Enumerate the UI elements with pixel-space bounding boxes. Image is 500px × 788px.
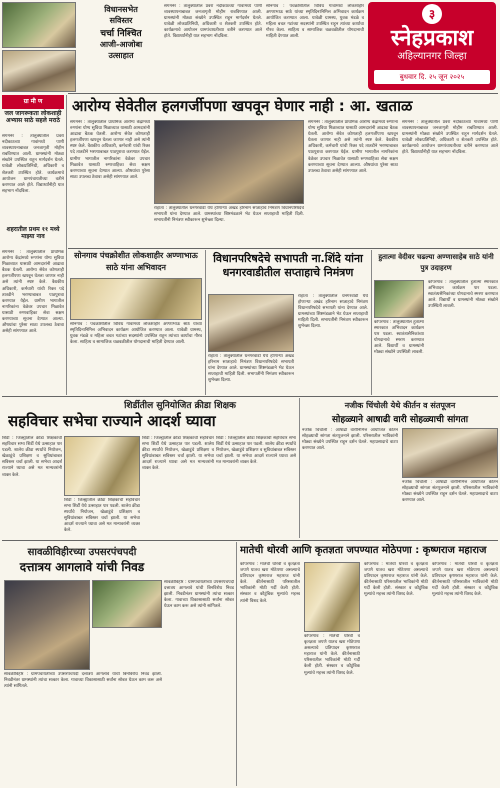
- story4-body-2: कोपरगाव : तालुक्यातील हुतात्मा स्मारकात अभिवादन कार्यक्रम पार पडला. स्वातंत्र्यसैनिकांच्या योगदानाचे स्मरण करण्यात आले. विद्यार्थी व ग्रामस्थांनी मोठ्या संख्येने उपस्थिती लावली.: [374, 320, 424, 356]
- main-body-under-photo: राहाता : तालुक्यातील धनगरवाडी येथे होणाऱ्या अखंड हरिनाम सप्ताहाचे निमंत्रण विधानपरिषदेचे सभापती यांना देण्यात आले. ग्रामस्थांच्या शिष्टमंडळाने भेट घेऊन सप्ताहाची माहिती दिली. सभापतींनी निमंत्रण स्वीकारून शुभेच्छा दिल्या.: [154, 206, 304, 224]
- top-photo-children: [2, 2, 76, 48]
- top-line-5: उत्साहात: [108, 51, 134, 60]
- story8-body-2: कोपरगाव : मातेची थोरवी व कृतज्ञता जपणे यातच खरा मोठेपणा असल्याचे प्रतिपादन कृष्णराज महाराज यांनी केले. कीर्तनासाठी परिसरातील भाविकांनी मोठी गर्दी केली होती. संस्कार व कौटुंबिक मूल्यांचे महत्त्व त्यांनी विशद केले.: [304, 634, 360, 676]
- top-line-1: विधानसभेत: [104, 5, 138, 14]
- story7-photo-1: [4, 580, 90, 670]
- story4-headline: हुतात्मा वेदीवर चढल्या अण्णासाहेब साठे यांनी पुत्र उदाहरण: [378, 253, 494, 272]
- main-photo-meeting: [154, 120, 304, 204]
- main-body-col-1: संगमनेर : तालुक्यातील प्राथमिक आरोग्य केंद्रांमध्ये रुग्णांना योग्य सुविधा मिळाव्यात यासाठी आमदारांनी आढावा बैठक घेतली. आरोग्य सेवेत कोणताही हलगर्जीपणा खपवून घेतला जाणार नाही असे त्यांनी स्पष्ट केले. वैद्यकीय अधिकारी, कर्मचारी यांची रिक्त पदे तातडीने भरण्याबाबत पाठपुरावा करण्यात येईल. ग्रामीण भागातील नागरिकांना वेळेवर उपचार मिळावेत यासाठी रुग्णवाहिका सेवा सक्षम करण्याच्या सूचना देण्यात आल्या. औषधांचा पुरेसा साठा उपलब्ध ठेवावा असेही सांगण्यात आले.: [70, 120, 150, 180]
- story8-body-3: कोपरगाव : मातेची थोरवी व कृतज्ञता जपणे यातच खरा मोठेपणा असल्याचे प्रतिपादन कृष्णराज महाराज यांनी केले. कीर्तनासाठी परिसरातील भाविकांनी मोठी गर्दी केली होती. संस्कार व कौटुंबिक मूल्यांचे महत्त्व त्यांनी विशद केले.: [364, 562, 428, 598]
- story8-body-4: कोपरगाव : मातेची थोरवी व कृतज्ञता जपणे यातच खरा मोठेपणा असल्याचे प्रतिपादन कृष्णराज महाराज यांनी केले. कीर्तनासाठी परिसरातील भाविकांनी मोठी गर्दी केली होती. संस्कार व कौटुंबिक मूल्यांचे महत्त्व त्यांनी विशद केले.: [432, 562, 498, 598]
- top-story-headline: [82, 4, 160, 88]
- story5-photo: [64, 436, 140, 496]
- masthead: [368, 2, 496, 90]
- story8-headline: मातेची थोरवी आणि कृतज्ञता जपण्यात मोठेपणा : कृष्णराज महाराज: [240, 545, 487, 556]
- brand-number: ३: [422, 4, 442, 24]
- story6-body-1: नजीक चिंचोली : आषाढी वारीनिमित्त आयोजित कीर्तन सोहळ्याची सांगता संतपूजनाने झाली. परिसरातील भाविकांनी मोठ्या संख्येने उपस्थित राहून दर्शन घेतले. महाप्रसादाचे वाटप करण्यात आले.: [302, 428, 398, 452]
- top-line-2: सविस्तर: [109, 16, 133, 25]
- story4-body-1: कोपरगाव : तालुक्यातील हुतात्मा स्मारकात अभिवादन कार्यक्रम पार पडला. स्वातंत्र्यसैनिकांच्या योगदानाचे स्मरण करण्यात आले. विद्यार्थी व ग्रामस्थांनी मोठ्या संख्येने उपस्थिती लावली.: [428, 280, 498, 310]
- top-story-body-1: संगमनेर : तालुक्यातील प्रवरा नदीकाठच्या गावांमध्ये पाणी व्यवस्थापनाबाबत जनजागृती मोहीम राबविण्यात आली. ग्रामस्थांनी मोठ्या संख्येने उपस्थित राहून मार्गदर्शन घेतले. यावेळी लोकप्रतिनिधी, अधिकारी व शेतकरी उपस्थित होते. कार्यक्रमाचे आयोजन ग्रामपंचायतीच्या वतीने करण्यात आले होते. विद्यार्थ्यांनीही यात सहभाग नोंदविला.: [164, 4, 262, 40]
- story6-photo: [402, 428, 498, 478]
- story5-kicker: शिर्डीतील सुनियोजित क्रीडा शिक्षक: [124, 401, 236, 411]
- divider-2: [205, 250, 206, 395]
- sidebar-divider: [66, 95, 67, 395]
- story8-photo: [304, 562, 360, 632]
- story7-kicker: सावळीविहीरच्या उपसरपंचपदी: [27, 547, 137, 558]
- rule-3: [2, 396, 498, 397]
- divider-4: [299, 398, 300, 538]
- story5-headline: सहविचार सभेचा राज्याने आदर्श घ्यावा: [8, 412, 216, 430]
- top-photo-group: [2, 50, 76, 92]
- story3-body-1: राहाता : तालुक्यातील धनगरवाडी येथे होणाऱ्या अखंड हरिनाम सप्ताहाचे निमंत्रण विधानपरिषदेचे सभापती यांना देण्यात आले. ग्रामस्थांच्या शिष्टमंडळाने भेट घेऊन सप्ताहाची माहिती दिली. सभापतींनी निमंत्रण स्वीकारून शुभेच्छा दिल्या.: [298, 294, 368, 330]
- story5-body-3: शिर्डी : जिल्ह्यातील क्रीडा शिक्षकांची सहविचार सभा शिर्डी येथे उत्साहात पार पडली. शालेय क्रीडा स्पर्धांचे नियोजन, खेळाडूंचे प्रशिक्षण व सुविधांबाबत सविस्तर चर्चा झाली. या सभेचा आदर्श राज्याने घ्यावा असे मत मान्यवरांनी व्यक्त केले.: [216, 436, 296, 466]
- story3-headline: विधानपरिषदेचे सभापती ना.शिंदे यांना धनगरवाडीतील सप्ताहाचे निमंत्रण: [213, 252, 363, 279]
- story7-body-1: सावळीविहीर : ग्रामपंचायतीच्या उपसरपंचपदी दत्तात्रय आगलावे यांची बिनविरोध निवड झाली. निवडीनंतर ग्रामस्थांनी त्यांचा सत्कार केला. गावाच्या विकासासाठी सर्वांना सोबत घेऊन काम करू असे त्यांनी सांगितले.: [4, 672, 162, 690]
- brand-name: स्नेहप्रकाश: [390, 26, 474, 51]
- top-line-3: चर्चा निश्चित: [100, 29, 142, 39]
- story7-photo-2: [92, 580, 162, 628]
- main-body-col-4: संगमनेर : तालुक्यातील प्रवरा नदीकाठच्या गावांमध्ये पाणी व्यवस्थापनाबाबत जनजागृती मोहीम राबविण्यात आली. ग्रामस्थांनी मोठ्या संख्येने उपस्थित राहून मार्गदर्शन घेतले. यावेळी लोकप्रतिनिधी, अधिकारी व शेतकरी उपस्थित होते. कार्यक्रमाचे आयोजन ग्रामपंचायतीच्या वतीने करण्यात आले होते. विद्यार्थ्यांनीही यात सहभाग नोंदविला.: [402, 120, 498, 156]
- story5-body-1: शिर्डी : जिल्ह्यातील क्रीडा शिक्षकांची सहविचार सभा शिर्डी येथे उत्साहात पार पडली. शालेय क्रीडा स्पर्धांचे नियोजन, खेळाडूंचे प्रशिक्षण व सुविधांबाबत सविस्तर चर्चा झाली. या सभेचा आदर्श राज्याने घ्यावा असे मत मान्यवरांनी व्यक्त केले.: [2, 436, 62, 478]
- story6-headline: सोहळ्याने आषाढी वारी सोहळ्याची सांगता: [331, 415, 469, 425]
- story3-photo: [208, 294, 294, 352]
- story2-body: सोनगाव : पंचक्रोशीतील विविध गावांमध्ये लोकशाहीर अण्णाभाऊ साठे यांच्या स्मृतिदिनानिमित्त अभिवादन कार्यक्रम आयोजित करण्यात आला. यावेळी ग्रामस्थ, युवक मंडळे व महिला बचत गटांच्या सदस्यांनी उपस्थित राहून त्यांच्या कार्याचा गौरव केला. साहित्य व सामाजिक चळवळीतील योगदानाची माहिती देण्यात आली.: [70, 322, 202, 346]
- story5-body-2: शिर्डी : जिल्ह्यातील क्रीडा शिक्षकांची सहविचार सभा शिर्डी येथे उत्साहात पार पडली. शालेय क्रीडा स्पर्धांचे नियोजन, खेळाडूंचे प्रशिक्षण व सुविधांबाबत सविस्तर चर्चा झाली. या सभेचा आदर्श राज्याने घ्यावा असे मत मान्यवरांनी व्यक्त केले.: [142, 436, 214, 472]
- top-rule: [68, 93, 498, 94]
- story8-body-1: कोपरगाव : मातेची थोरवी व कृतज्ञता जपणे यातच खरा मोठेपणा असल्याचे प्रतिपादन कृष्णराज महाराज यांनी केले. कीर्तनासाठी परिसरातील भाविकांनी मोठी गर्दी केली होती. संस्कार व कौटुंबिक मूल्यांचे महत्त्व त्यांनी विशद केले.: [240, 562, 300, 604]
- story2-photo: [70, 278, 202, 320]
- main-body-col-3: संगमनेर : तालुक्यातील प्राथमिक आरोग्य केंद्रांमध्ये रुग्णांना योग्य सुविधा मिळाव्यात यासाठी आमदारांनी आढावा बैठक घेतली. आरोग्य सेवेत कोणताही हलगर्जीपणा खपवून घेतला जाणार नाही असे त्यांनी स्पष्ट केले. वैद्यकीय अधिकारी, कर्मचारी यांची रिक्त पदे तातडीने भरण्याबाबत पाठपुरावा करण्यात येईल. ग्रामीण भागातील नागरिकांना वेळेवर उपचार मिळावेत यासाठी रुग्णवाहिका सेवा सक्षम करण्याच्या सूचना देण्यात आल्या. औषधांचा पुरेसा साठा उपलब्ध ठेवावा असेही सांगण्यात आले.: [308, 120, 398, 174]
- sidebar-headline-2: शहरातील प्रथम ११ मध्ये माझ्या नाव: [6, 226, 60, 240]
- top-line-4: आजी-आजोबा: [99, 40, 143, 49]
- story3-body-2: राहाता : तालुक्यातील धनगरवाडी येथे होणाऱ्या अखंड हरिनाम सप्ताहाचे निमंत्रण विधानपरिषदेचे सभापती यांना देण्यात आले. ग्रामस्थांच्या शिष्टमंडळाने भेट घेऊन सप्ताहाची माहिती दिली. सभापतींनी निमंत्रण स्वीकारून शुभेच्छा दिल्या.: [208, 354, 294, 384]
- story6-kicker: नजीक चिंचोली येथे कीर्तन व संतपूजन: [344, 401, 456, 410]
- top-story-body-2: सोनगाव : पंचक्रोशीतील विविध गावांमध्ये लोकशाहीर अण्णाभाऊ साठे यांच्या स्मृतिदिनानिमित्त अभिवादन कार्यक्रम आयोजित करण्यात आला. यावेळी ग्रामस्थ, युवक मंडळे व महिला बचत गटांच्या सदस्यांनी उपस्थित राहून त्यांच्या कार्याचा गौरव केला. साहित्य व सामाजिक चळवळीतील योगदानाची माहिती देण्यात आली.: [266, 4, 364, 40]
- sidebar-body-2: संगमनेर : तालुक्यातील प्राथमिक आरोग्य केंद्रांमध्ये रुग्णांना योग्य सुविधा मिळाव्यात यासाठी आमदारांनी आढावा बैठक घेतली. आरोग्य सेवेत कोणताही हलगर्जीपणा खपवून घेतला जाणार नाही असे त्यांनी स्पष्ट केले. वैद्यकीय अधिकारी, कर्मचारी यांची रिक्त पदे तातडीने भरण्याबाबत पाठपुरावा करण्यात येईल. ग्रामीण भागातील नागरिकांना वेळेवर उपचार मिळावेत यासाठी रुग्णवाहिका सेवा सक्षम करण्याच्या सूचना देण्यात आल्या. औषधांचा पुरेसा साठा उपलब्ध ठेवावा असेही सांगण्यात आले.: [2, 250, 64, 335]
- story2-headline: सोनगाव पंचक्रोशीत लोकशाहीर अण्णाभाऊ साठे यांना अभिवादन: [74, 251, 198, 272]
- sidebar-body-1: संगमनेर : तालुक्यातील प्रवरा नदीकाठच्या गावांमध्ये पाणी व्यवस्थापनाबाबत जनजागृती मोहीम राबविण्यात आली. ग्रामस्थांनी मोठ्या संख्येने उपस्थित राहून मार्गदर्शन घेतले. यावेळी लोकप्रतिनिधी, अधिकारी व शेतकरी उपस्थित होते. कार्यक्रमाचे आयोजन ग्रामपंचायतीच्या वतीने करण्यात आले होते. विद्यार्थ्यांनीही यात सहभाग नोंदविला.: [2, 134, 64, 194]
- sidebar-headline-1: जल जागरूकता लोकशाही अभ्यास साठे सहले मराठे: [4, 110, 62, 124]
- story7-body-2: सावळीविहीर : ग्रामपंचायतीच्या उपसरपंचपदी दत्तात्रय आगलावे यांची बिनविरोध निवड झाली. निवडीनंतर ग्रामस्थांनी त्यांचा सत्कार केला. गावाच्या विकासासाठी सर्वांना सोबत घेऊन काम करू असे त्यांनी सांगितले.: [164, 580, 234, 610]
- divider-5: [236, 542, 237, 786]
- main-headline: आरोग्य सेवेतील हलगर्जीपणा खपवून घेणार नाही : आ. खताळ: [72, 97, 413, 115]
- rule-2: [68, 248, 498, 249]
- rule-4: [2, 540, 498, 541]
- brand-subtitle: अहिल्यानगर जिल्हा: [397, 51, 467, 62]
- section-label: ग्रा मी ण: [2, 95, 64, 109]
- divider-3: [371, 250, 372, 395]
- story6-body-2: नजीक चिंचोली : आषाढी वारीनिमित्त आयोजित कीर्तन सोहळ्याची सांगता संतपूजनाने झाली. परिसरातील भाविकांनी मोठ्या संख्येने उपस्थित राहून दर्शन घेतले. महाप्रसादाचे वाटप करण्यात आले.: [402, 480, 498, 504]
- story4-photo: [374, 280, 424, 318]
- story7-headline: दत्तात्रय आगलावे यांची निवड: [19, 560, 145, 574]
- issue-date: बुधवार दि. २५ जून २०२५: [374, 70, 490, 84]
- story5-body-4: शिर्डी : जिल्ह्यातील क्रीडा शिक्षकांची सहविचार सभा शिर्डी येथे उत्साहात पार पडली. शालेय क्रीडा स्पर्धांचे नियोजन, खेळाडूंचे प्रशिक्षण व सुविधांबाबत सविस्तर चर्चा झाली. या सभेचा आदर्श राज्याने घ्यावा असे मत मान्यवरांनी व्यक्त केले.: [64, 498, 140, 534]
